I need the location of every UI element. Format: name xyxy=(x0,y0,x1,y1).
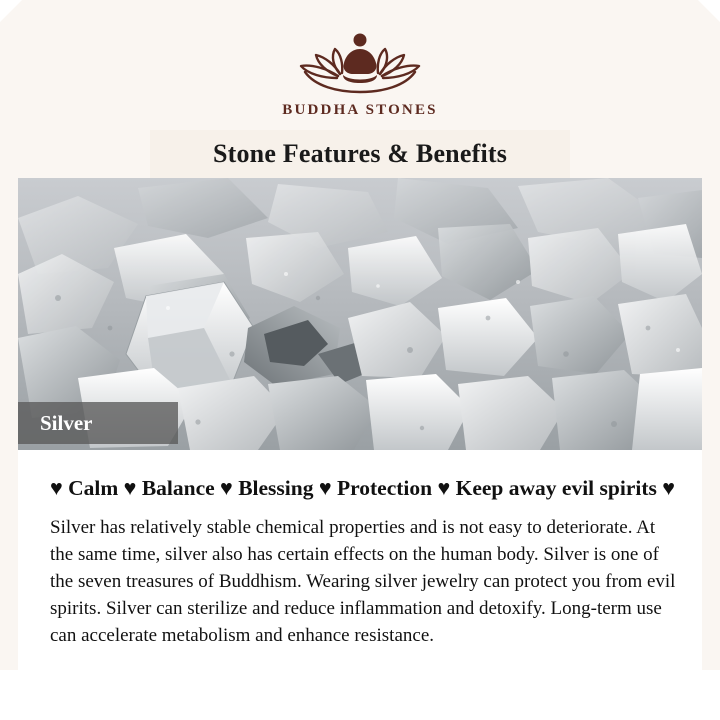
corner-notch-left xyxy=(0,0,22,22)
page-title: Stone Features & Benefits xyxy=(212,139,508,168)
stone-name-badge xyxy=(18,402,178,444)
stone-description: Silver has relatively stable chemical properties and is not easy to deteriorate. At the same time, silver also has certain effects on the human body. Silver is one of the seven treasures of Buddhism. Wearing silver jewelry can protect you from evil spirits. Silver can sterilize and reduce inflammation and detoxify. Long-term use can accelerate metabolism and enhance resistance. xyxy=(50,517,676,646)
content-panel xyxy=(18,450,702,670)
benefit-keywords: ♥ Calm ♥ Balance ♥ Blessing ♥ Protection ♥ Keep away evil spirits ♥ xyxy=(50,476,676,500)
stone-name: Silver xyxy=(40,410,93,435)
section-title-bar xyxy=(150,130,570,178)
brand-name: BUDDHA STONES xyxy=(282,102,438,118)
corner-notch-right xyxy=(698,0,720,22)
brand-logo-block xyxy=(0,24,720,119)
bottom-spacer xyxy=(0,670,720,720)
lotus-meditation-icon xyxy=(285,24,435,96)
